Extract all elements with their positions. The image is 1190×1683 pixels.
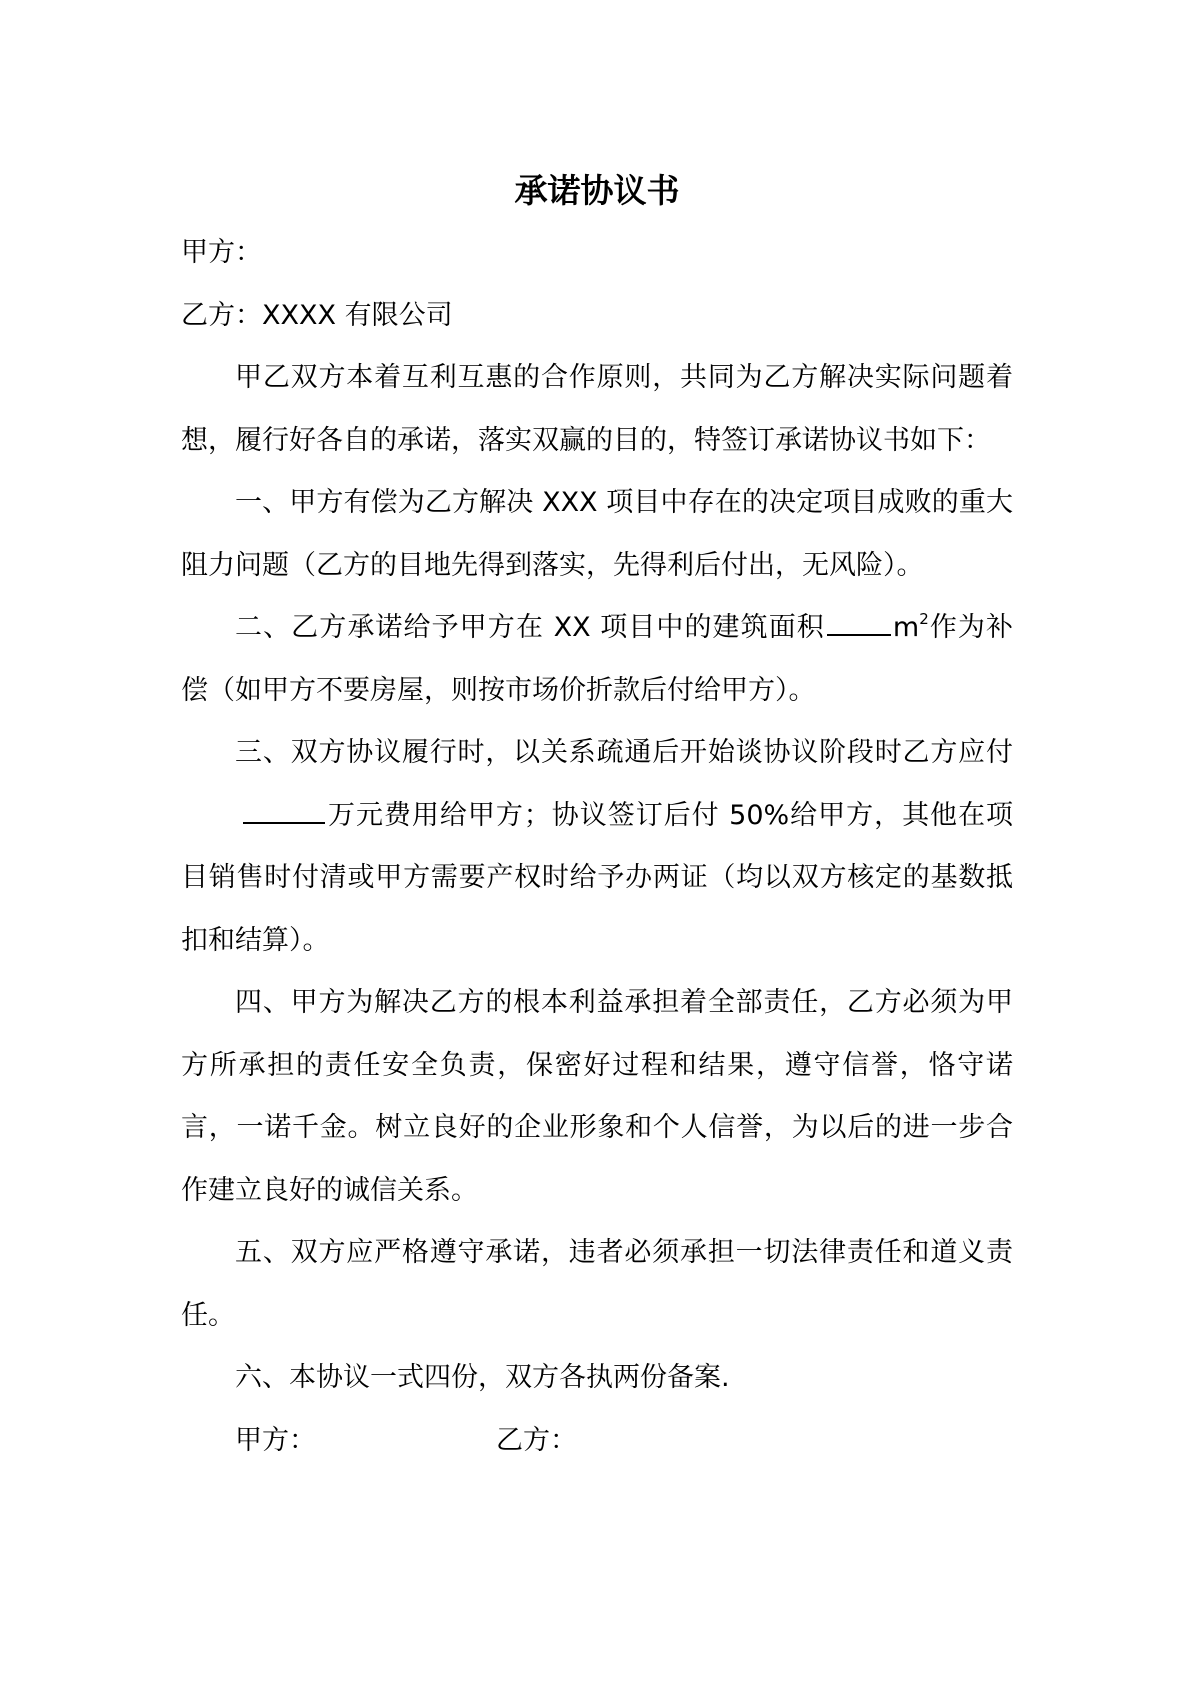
document-title: 承诺协议书 <box>514 171 680 210</box>
clause-3 <box>181 722 1013 972</box>
document-page <box>181 160 1013 1472</box>
clause-2-text-a: 二、乙方承诺给予甲方在 XX 项目中的建筑面积 <box>235 612 825 643</box>
clause-6: 六、本协议一式四份，双方各执两份备案. <box>235 1362 730 1393</box>
signature-party-a: 甲方： <box>235 1424 316 1456</box>
party-a-line: 甲方： <box>181 237 262 268</box>
clause-2-text-b: 作为补偿（如甲方不要房屋，则按市场价折款后付给甲方）。 <box>181 612 1013 706</box>
clause-2 <box>181 597 1013 722</box>
clause-3-text-a: 三、双方协议履行时，以关系疏通后开始谈协议阶段时乙方应付 <box>235 737 1013 768</box>
signature-row <box>181 1410 1013 1473</box>
intro-paragraph: 甲乙双方本着互利互惠的合作原则，共同为乙方解决实际问题着想，履行好各自的承诺，落实双赢的目的，特签订承诺协议书如下： <box>181 362 1013 456</box>
signature-party-b: 乙方： <box>496 1424 577 1456</box>
area-unit-superscript: 2 <box>919 610 929 628</box>
fee-blank-line <box>243 798 325 824</box>
area-blank-line <box>827 610 891 636</box>
clause-5: 五、双方应严格遵守承诺，违者必须承担一切法律责任和道义责任。 <box>181 1237 1013 1331</box>
clause-4: 四、甲方为解决乙方的根本利益承担着全部责任，乙方必须为甲方所承担的责任安全负责，保密好过程和结果，遵守信誉，恪守诺言，一诺千金。树立良好的企业形象和个人信誉，为以后的进一步合作建立良好的诚信关系。 <box>181 987 1013 1206</box>
clause-3-text-b: 万元费用给甲方；协议签订后付 50%给甲方，其他在项目销售时付清或甲方需要产权时给予办两证（均以双方核定的基数抵扣和结算）。 <box>181 799 1013 956</box>
party-b-line: 乙方：XXXX 有限公司 <box>181 299 453 331</box>
clause-1: 一、甲方有偿为乙方解决 XXX 项目中存在的决定项目成败的重大阻力问题（乙方的目地先得到落实，先得利后付出，无风险）。 <box>181 487 1013 581</box>
area-unit: m <box>892 612 920 643</box>
